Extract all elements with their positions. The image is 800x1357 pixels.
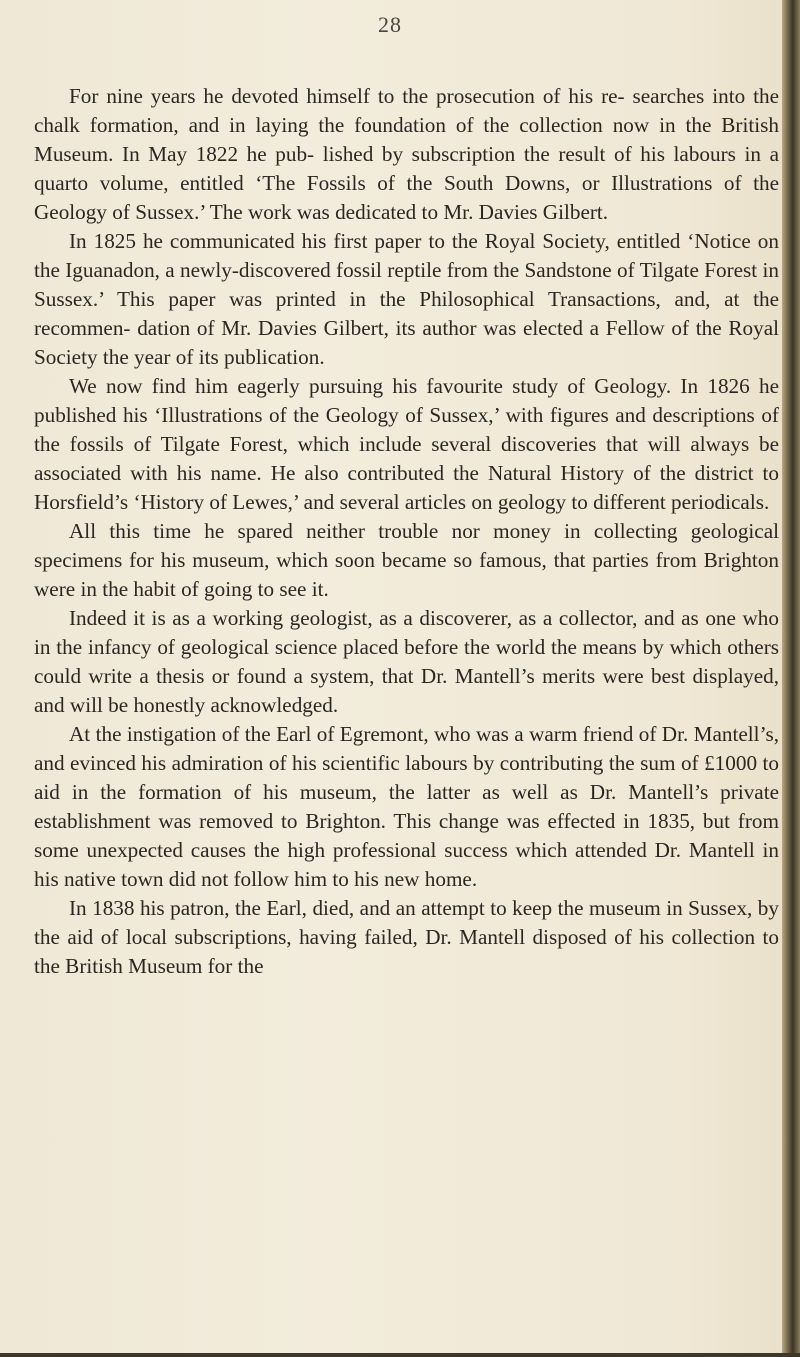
paragraph-5: Indeed it is as a working geologist, as a discoverer, as a collector, and as one who in the infancy of geological science placed before the world the means by which others could write a thesis or found a system, that Dr. Mantell’s merits were best displayed, and will be honestly acknowledged. [34, 606, 779, 717]
paragraph-6: At the instigation of the Earl of Egremont, who was a warm friend of Dr. Mantell’s, and evinced his admiration of his scientific labours by contributing the sum of £1000 to aid in the formation of his museum, the latter as well as Dr. Mantell’s private establishment was removed to Brighton. This change was effected in 1835, but from some unexpected causes the high professional success which attended Dr. Mantell in his native town did not follow him to his new home. [34, 722, 779, 891]
paragraph-7: In 1838 his patron, the Earl, died, and an attempt to keep the museum in Sussex, by the aid of local subscriptions, having failed, Dr. Mantell disposed of his collection to the British Museum for the [34, 896, 779, 978]
paragraph-4: All this time he spared neither trouble nor money in collecting geological specimens for his museum, which soon became so famous, that parties from Brighton were in the habit of going to see it. [34, 519, 779, 601]
paragraph-3: We now find him eagerly pursuing his favourite study of Geology. In 1826 he published his ‘Illustrations of the Geology of Sussex,’ with figures and descriptions of the fossils of Tilgate Forest, which include several discoveries that will always be associated with his name. He also contributed the Natural History of the district to Horsfield’s ‘History of Lewes,’ and several articles on geology to different periodicals. [34, 374, 779, 514]
paragraph-1: For nine years he devoted himself to the prosecution of his re- searches into the chalk formation, and in laying the foundation of the collection now in the British Museum. In May 1822 he pub- lished by subscription the result of his labours in a quarto volume, entitled ‘The Fossils of the South Downs, or Illustrations of the Geology of Sussex.’ The work was dedicated to Mr. Davies Gilbert. [34, 84, 779, 224]
page-bottom-edge [0, 1353, 800, 1357]
page-number: 28 [378, 12, 402, 37]
paragraph-2: In 1825 he communicated his first paper to the Royal Society, entitled ‘Notice on the Iguanadon, a newly-discovered fossil reptile from the Sandstone of Tilgate Forest in Sussex.’ This paper was printed in the Philosophical Transactions, and, at the recommen- dation of Mr. Davies Gilbert, its author was elected a Fellow of the Royal Society the year of its publication. [34, 229, 779, 369]
binding-edge [782, 0, 800, 1357]
body-text [34, 82, 779, 981]
